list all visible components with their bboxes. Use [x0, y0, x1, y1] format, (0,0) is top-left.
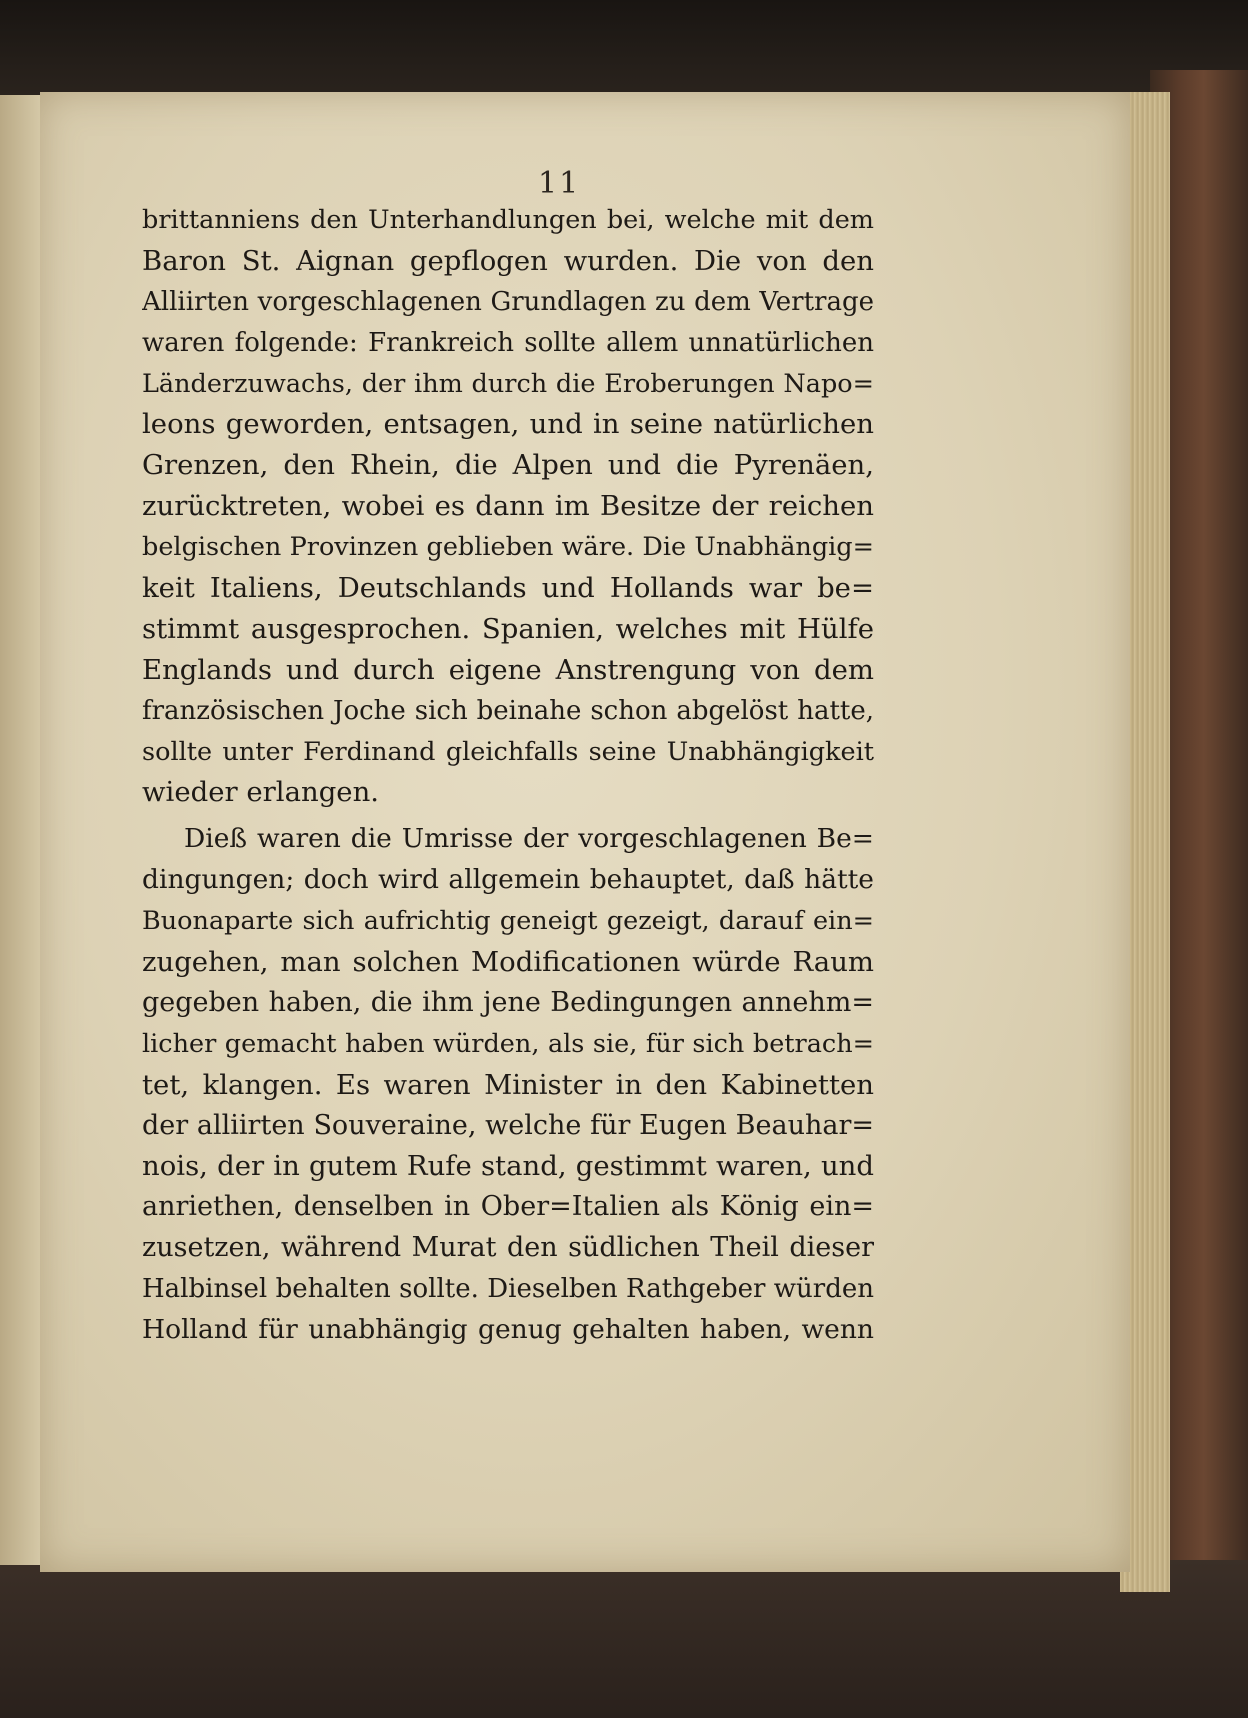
text-line: Grenzen, den Rhein, die Alpen und die Pyrenäen, [142, 449, 874, 482]
text-line: Buonaparte sich aufrichtig geneigt gezeigt, darauf ein= [142, 906, 874, 937]
text-line: französischen Joche sich beinahe schon abgelöst hatte, [142, 695, 874, 726]
text-line: Holland für unabhängig genug gehalten haben, wenn [142, 1314, 874, 1346]
body-text [142, 200, 874, 1351]
text-line: zugehen, man solchen Modificationen würde Raum [142, 946, 874, 979]
text-line: brittanniens den Unterhandlungen bei, welche mit dem [142, 205, 874, 235]
text-line: anriethen, denselben in Ober=Italien als König ein= [142, 1191, 874, 1223]
text-line: Dieß waren die Umrisse der vorgeschlagenen Be= [184, 823, 874, 855]
text-line: der alliirten Souveraine, welche für Eugen Beauhar= [142, 1109, 874, 1141]
paragraph-1 [142, 200, 874, 813]
text-line: leons geworden, entsagen, und in seine natürlichen [142, 408, 874, 441]
text-line: belgischen Provinzen geblieben wäre. Die Unabhängig= [142, 532, 874, 563]
text-line: dingungen; doch wird allgemein behauptet, daß hätte [142, 864, 874, 896]
text-line: sollte unter Ferdinand gleichfalls seine Unabhängigkeit [142, 736, 874, 767]
page-number: 11 [538, 166, 581, 201]
text-line: Halbinsel behalten sollte. Dieselben Rathgeber würden [142, 1274, 874, 1305]
book-cover-bottom [0, 1560, 1248, 1718]
text-line: stimmt ausgesprochen. Spanien, welches mit Hülfe [142, 612, 874, 645]
text-line: Baron St. Aignan gepflogen wurden. Die von den [142, 244, 874, 277]
book-top-shadow [0, 0, 1248, 95]
text-line: zusetzen, während Murat den südlichen Theil dieser [142, 1232, 874, 1264]
text-line: nois, der in gutem Rufe stand, gestimmt waren, und [142, 1150, 874, 1183]
text-line: gegeben haben, die ihm jene Bedingungen annehm= [142, 986, 874, 1018]
gutter-page-edge [0, 95, 45, 1565]
text-line: licher gemacht haben würden, als sie, für sich betrach= [142, 1028, 874, 1059]
text-line: Englands und durch eigene Anstrengung von dem [142, 653, 874, 686]
text-line: zurücktreten, wobei es dann im Besitze der reichen [142, 490, 874, 523]
text-line: Alliirten vorgeschlagenen Grundlagen zu dem Vertrage [142, 286, 874, 317]
paragraph-2 [142, 819, 874, 1351]
text-line: Länderzuwachs, der ihm durch die Eroberungen Napo= [142, 368, 874, 399]
text-line: tet, klangen. Es waren Minister in den Kabinetten [142, 1068, 874, 1101]
text-line: waren folgende: Frankreich sollte allem unnatürlichen [142, 327, 874, 358]
text-line: keit Italiens, Deutschlands und Hollands war be= [142, 572, 874, 605]
text-line: wieder erlangen. [142, 776, 380, 809]
